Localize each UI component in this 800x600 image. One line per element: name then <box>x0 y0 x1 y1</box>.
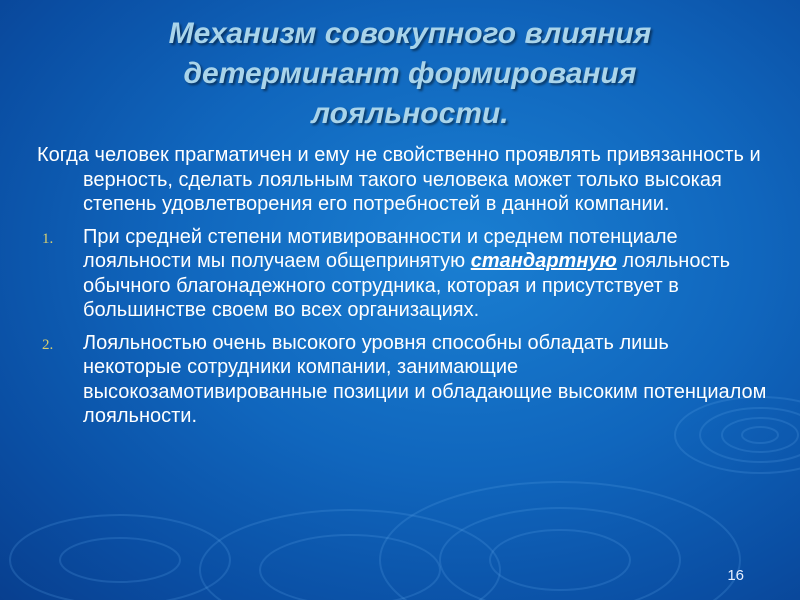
title-line-2: детерминант формирования <box>183 57 637 90</box>
emphasized-word: стандартную <box>470 250 617 272</box>
slide-title <box>60 14 760 134</box>
list-item-number: 2. <box>42 336 54 353</box>
intro-paragraph: Когда человек прагматичен и ему не свойственно проявлять привязанность и верность, сделать лояльным такого человека может только высокая степень удовлетворения его потребностей в данной компании. <box>37 144 761 215</box>
title-line-1: Механизм совокупного влияния <box>168 17 652 50</box>
list-item-text: Лояльностью очень высокого уровня способны обладать лишь некоторые сотрудники компании, занимающие высокозамотивированные позиции и обладающие высоким потенциалом лояльности. <box>83 331 767 427</box>
slide-body <box>37 143 767 437</box>
list-item <box>37 331 767 429</box>
list-item-text-after: лояльность обычного благонадежного сотрудника, которая и присутствует в большинстве своем во всех организациях. <box>83 250 731 321</box>
list-item-number: 1. <box>42 230 54 247</box>
list-item-text-before: При средней степени мотивированности и среднем потенциале лояльности мы получаем общепринятую <box>83 225 678 272</box>
page-number: 16 <box>727 567 744 584</box>
title-line-3: лояльности. <box>311 97 509 130</box>
list-item <box>37 225 767 323</box>
